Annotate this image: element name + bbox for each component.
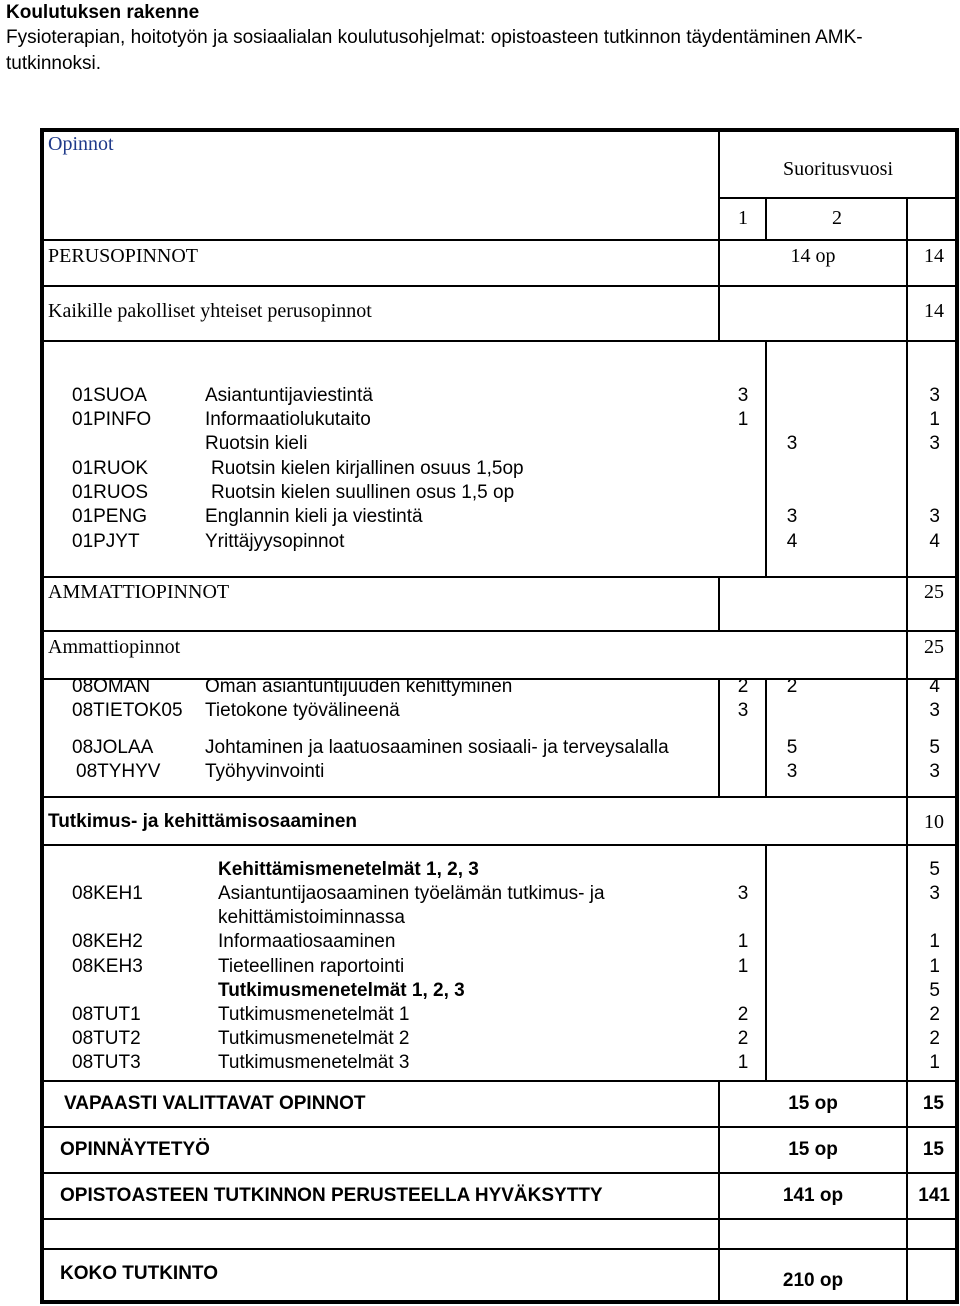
course-name: Englannin kieli ja viestintä: [205, 506, 423, 527]
course-total: 3: [929, 883, 940, 904]
course-name: Ruotsin kieli: [205, 433, 308, 454]
course-code: 01PENG: [72, 506, 147, 527]
course-group-name: Tutkimusmenetelmät 1, 2, 3: [218, 980, 465, 1001]
course-total: 2: [929, 1028, 940, 1049]
course-name: Tutkimusmenetelmät 2: [218, 1028, 410, 1049]
course-year1: 3: [737, 700, 749, 721]
course-total: 4: [929, 676, 940, 697]
row-line: [42, 1248, 957, 1250]
course-code: 08TIETOK05: [72, 700, 183, 721]
course-total: 3: [929, 385, 940, 406]
perusopinnot-years: 14 op: [790, 245, 836, 267]
course-code: 01RUOS: [72, 482, 149, 503]
course-code: 01PINFO: [72, 409, 152, 430]
perusopinnot-label: PERUSOPINNOT: [48, 245, 199, 267]
course-name: Tietokone työvälineenä: [205, 700, 400, 721]
description-line-1: Fysioterapian, hoitotyön ja sosiaalialan koulutusohjelmat: opistoasteen tutkinnon täydentäminen AMK-: [6, 27, 863, 48]
course-year1: 3: [737, 883, 749, 904]
course-name: Ruotsin kielen kirjallinen osuus 1,5op: [211, 458, 524, 479]
course-code: 08TUT3: [72, 1052, 141, 1073]
opisto-years: 141 op: [782, 1185, 844, 1206]
page-title: Koulutuksen rakenne: [6, 2, 200, 23]
year-2-header: 2: [832, 207, 842, 229]
course-total: 5: [929, 737, 940, 758]
course-name: Tieteellinen raportointi: [218, 956, 405, 977]
course-code: 08KEH1: [72, 883, 143, 904]
course-name: Informaatiolukutaito: [205, 409, 371, 430]
course-name: Ruotsin kielen suullinen osus 1,5 op: [211, 482, 515, 503]
ammatti-sub-total: 25: [924, 636, 944, 658]
table-border-top: [40, 128, 958, 132]
description-line-2: tutkinnoksi.: [6, 53, 102, 74]
course-year1: 1: [737, 931, 749, 952]
suoritusvuosi-label: Suoritusvuosi: [782, 158, 894, 180]
course-year1: 1: [737, 956, 749, 977]
course-year2: 2: [786, 676, 798, 697]
koko-tutkinto-label: KOKO TUTKINTO: [60, 1263, 218, 1284]
opinnayte-total: 15: [922, 1139, 944, 1160]
perus-sub-total: 14: [924, 300, 944, 322]
course-year2: 3: [786, 761, 798, 782]
opisto-total: 141: [918, 1185, 950, 1206]
row-line: [42, 1080, 957, 1082]
perusopinnot-total: 14: [924, 245, 944, 267]
course-total: 2: [929, 1004, 940, 1025]
course-total: 3: [929, 700, 940, 721]
course-total: 5: [929, 859, 940, 880]
row-line: [42, 1172, 957, 1174]
tutkimus-label: Tutkimus- ja kehittämisosaaminen: [48, 811, 358, 832]
course-name: Oman asiantuntijuuden kehittyminen: [205, 676, 513, 697]
row-line: [42, 239, 957, 241]
course-name: Asiantuntijaviestintä: [205, 385, 373, 406]
row-line: [42, 796, 957, 798]
suoritusvuosi-line: [718, 197, 957, 199]
course-code: 08OMAN: [72, 676, 151, 697]
vapaa-label: VAPAASTI VALITTAVAT OPINNOT: [64, 1093, 366, 1114]
col-line: [906, 1248, 908, 1302]
course-code: 08JOLAA: [72, 737, 154, 758]
course-name: Tutkimusmenetelmät 1: [218, 1004, 410, 1025]
table-border-bottom: [40, 1300, 958, 1304]
tutkimus-total: 10: [924, 811, 944, 833]
course-year1: 2: [737, 1028, 749, 1049]
course-name: Informaatiosaaminen: [218, 931, 396, 952]
course-code: 08TYHYV: [76, 761, 161, 782]
ammatti-sub-label: Ammattiopinnot: [48, 636, 181, 658]
course-year2: 4: [786, 531, 798, 552]
course-year1: 3: [737, 385, 749, 406]
course-code: 08TUT1: [72, 1004, 141, 1025]
course-code: 01PJYT: [72, 531, 140, 552]
col-line: [718, 576, 720, 632]
opinnayte-label: OPINNÄYTETYÖ: [60, 1139, 210, 1160]
opinnayte-years: 15 op: [788, 1139, 838, 1160]
course-total: 3: [929, 506, 940, 527]
koko-tutkinto-years: 210 op: [782, 1270, 844, 1291]
course-code: 08TUT2: [72, 1028, 141, 1049]
course-year2: 3: [786, 433, 798, 454]
course-year2: 3: [786, 506, 798, 527]
vapaa-total: 15: [922, 1093, 944, 1114]
course-year1: 2: [737, 676, 749, 697]
perus-sub-label: Kaikille pakolliset yhteiset perusopinnot: [48, 300, 372, 322]
course-name: Johtaminen ja laatuosaaminen sosiaali- ja terveysalalla: [205, 737, 669, 758]
course-year1: 2: [737, 1004, 749, 1025]
row-line: [42, 630, 957, 632]
course-code: 08KEH2: [72, 931, 143, 952]
course-name-cont: kehittämistoiminnassa: [218, 907, 405, 928]
course-total: 5: [929, 980, 940, 1001]
row-line: [42, 340, 957, 342]
opinnot-label: Opinnot: [48, 133, 114, 155]
course-name: Tutkimusmenetelmät 3: [218, 1052, 410, 1073]
course-year1: 1: [737, 409, 749, 430]
course-group-name: Kehittämismenetelmät 1, 2, 3: [218, 859, 479, 880]
row-line: [42, 285, 957, 287]
course-name: Työhyvinvointi: [205, 761, 325, 782]
course-total: 1: [929, 931, 940, 952]
course-total: 4: [929, 531, 940, 552]
ammattiopinnot-total: 25: [924, 581, 944, 603]
row-line: [42, 1218, 957, 1220]
course-code: 01RUOK: [72, 458, 149, 479]
vapaa-years: 15 op: [788, 1093, 838, 1114]
course-name: Yrittäjyysopinnot: [205, 531, 345, 552]
year-1-header: 1: [738, 207, 748, 229]
course-year1: 1: [737, 1052, 749, 1073]
course-name: Asiantuntijaosaaminen työelämän tutkimus- ja: [218, 883, 605, 904]
row-line: [42, 844, 957, 846]
row-line: [42, 576, 957, 578]
course-code: 01SUOA: [72, 385, 147, 406]
ammattiopinnot-label: AMMATTIOPINNOT: [48, 581, 230, 603]
row-line: [42, 1126, 957, 1128]
course-year2: 5: [786, 737, 798, 758]
course-total: 3: [929, 433, 940, 454]
course-total: 1: [929, 956, 940, 977]
course-total: 1: [929, 1052, 940, 1073]
course-code: 08KEH3: [72, 956, 143, 977]
course-total: 1: [929, 409, 940, 430]
opisto-label: OPISTOASTEEN TUTKINNON PERUSTEELLA HYVÄKSYTTY: [60, 1185, 603, 1206]
course-total: 3: [929, 761, 940, 782]
